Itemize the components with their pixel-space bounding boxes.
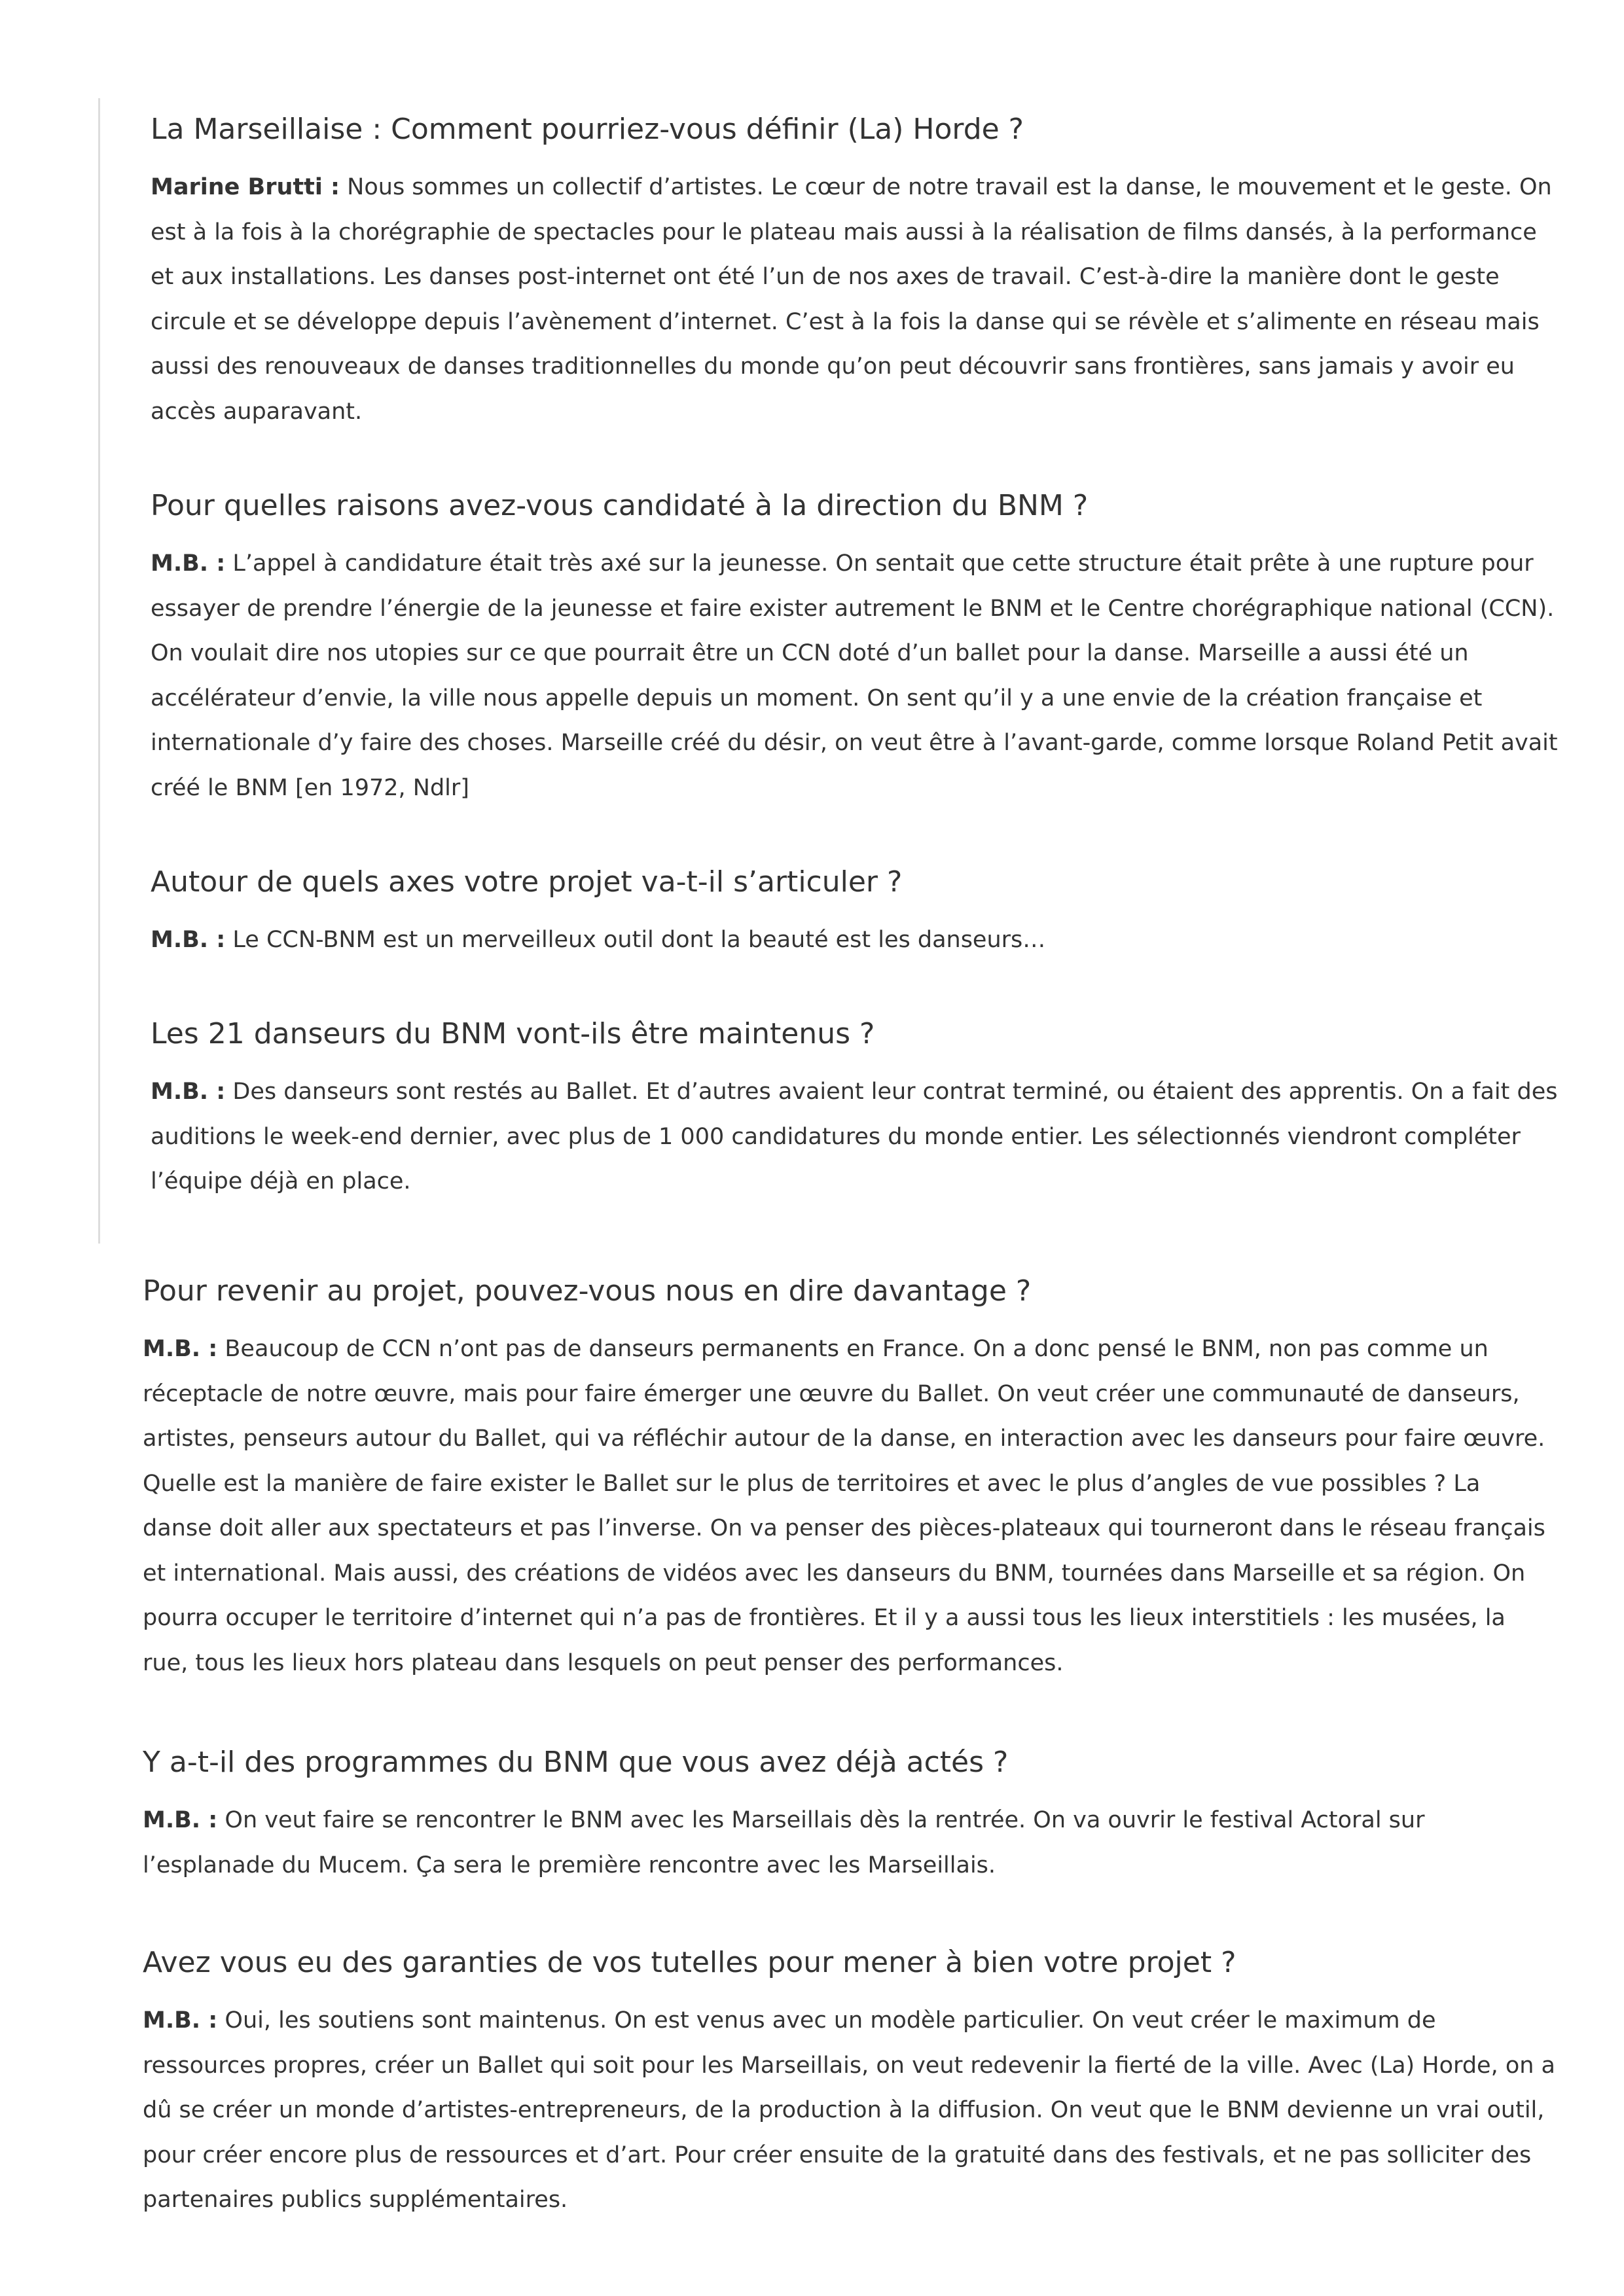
interview-section bbox=[151, 111, 1564, 434]
answer-text: Oui, les soutiens sont maintenus. On est venus avec un modèle particulier. On veut créer le maximum de ressources propres, créer un Ballet qui soit pour les Marseillais, on veut redevenir la fierté de la ville. Avec (La) Horde, on a dû se créer un monde d’artistes-entrepreneurs, de la production à la diffusion. On veut que le BNM devienne un vrai outil, pour créer encore plus de ressources et d’art. Pour créer ensuite de la gratuité dans des festivals, et ne pas solliciter des partenaires publics supplémentaires. bbox=[143, 2007, 1555, 2213]
speaker-label: M.B. : bbox=[143, 2007, 218, 2034]
interview-section bbox=[143, 1273, 1557, 1685]
question-heading: Y a-t-il des programmes du BNM que vous avez déjà actés ? bbox=[143, 1746, 1009, 1779]
interview-section bbox=[151, 864, 1564, 963]
answer-text: Le CCN-BNM est un merveilleux outil dont la beauté est les danseurs… bbox=[225, 927, 1046, 953]
interview-section bbox=[151, 488, 1564, 810]
speaker-label: Marine Brutti : bbox=[151, 174, 340, 200]
interview-section bbox=[143, 1744, 1557, 1888]
speaker-label: M.B. : bbox=[151, 550, 226, 577]
answer-paragraph bbox=[143, 1798, 1557, 1888]
speaker-label: M.B. : bbox=[143, 1336, 218, 1362]
speaker-label: M.B. : bbox=[143, 1807, 218, 1833]
answer-text: On veut faire se rencontrer le BNM avec les Marseillais dès la rentrée. On va ouvrir le festival Actoral sur l’esplanade du Mucem. Ça sera le première rencontre avec les Marseillais. bbox=[143, 1807, 1425, 1878]
answer-paragraph bbox=[143, 1327, 1557, 1685]
interview-section bbox=[143, 1945, 1557, 2223]
answer-paragraph bbox=[151, 165, 1564, 434]
interview-section bbox=[151, 1016, 1564, 1204]
question-heading: Les 21 danseurs du BNM vont-ils être maintenus ? bbox=[151, 1017, 875, 1050]
answer-paragraph bbox=[151, 918, 1564, 963]
speaker-label: M.B. : bbox=[151, 1079, 226, 1105]
speaker-label: M.B. : bbox=[151, 927, 226, 953]
question-heading: Avez vous eu des garanties de vos tutelles pour mener à bien votre projet ? bbox=[143, 1946, 1236, 1979]
question-heading: La Marseillaise : Comment pourriez-vous définir (La) Horde ? bbox=[151, 113, 1024, 146]
question-heading: Pour revenir au projet, pouvez-vous nous en dire davantage ? bbox=[143, 1274, 1032, 1308]
question-heading: Autour de quels axes votre projet va-t-il s’articuler ? bbox=[151, 865, 903, 899]
question-heading: Pour quelles raisons avez-vous candidaté à la direction du BNM ? bbox=[151, 489, 1089, 522]
answer-text: L’appel à candidature était très axé sur la jeunesse. On sentait que cette structure était prête à une rupture pour essayer de prendre l’énergie de la jeunesse et faire exister autrement le BNM et le Centre chorégraphique national (CCN). On voulait dire nos utopies sur ce que pourrait être un CCN doté d’un ballet pour la danse. Marseille a aussi été un accélérateur d’envie, la ville nous appelle depuis un moment. On sent qu’il y a une envie de la création française et internationale d’y faire des choses. Marseille créé du désir, on veut être à l’avant-garde, comme lorsque Roland Petit avait créé le BNM [en 1972, Ndlr] bbox=[151, 550, 1558, 801]
answer-text: Beaucoup de CCN n’ont pas de danseurs permanents en France. On a donc pensé le BNM, non pas comme un réceptacle de notre œuvre, mais pour faire émerger une œuvre du Ballet. On veut créer une communauté de danseurs, artistes, penseurs autour du Ballet, qui va réfléchir autour de la danse, en interaction avec les danseurs pour faire œuvre. Quelle est la manière de faire exister le Ballet sur le plus de territoires et avec le plus d’angles de vue possibles ? La danse doit aller aux spectateurs et pas l’inverse. On va penser des pièces-plateaux qui tourneront dans le réseau français et international. Mais aussi, des créations de vidéos avec les danseurs du BNM, tournées dans Marseille et sa région. On pourra occuper le territoire d’internet qui n’a pas de frontières. Et il y a aussi tous les lieux interstitiels : les musées, la rue, tous les lieux hors plateau dans lesquels on peut penser des performances. bbox=[143, 1336, 1545, 1676]
answer-text: Nous sommes un collectif d’artistes. Le cœur de notre travail est la danse, le mouvement et le geste. On est à la fois à la chorégraphie de spectacles pour le plateau mais aussi à la réalisation de films dansés, à la performance et aux installations. Les danses post-internet ont été l’un de nos axes de travail. C’est-à-dire la manière dont le geste circule et se développe depuis l’avènement d’internet. C’est à la fois la danse qui se révèle et s’alimente en réseau mais aussi des renouveaux de danses traditionnelles du monde qu’on peut découvrir sans frontières, sans jamais y avoir eu accès auparavant. bbox=[151, 174, 1552, 425]
answer-paragraph bbox=[151, 541, 1564, 810]
answer-paragraph bbox=[143, 1998, 1557, 2223]
answer-text: Des danseurs sont restés au Ballet. Et d’autres avaient leur contrat terminé, ou étaient des apprentis. On a fait des auditions le week-end dernier, avec plus de 1 000 candidatures du monde entier. Les sélectionnés viendront compléter l’équipe déjà en place. bbox=[151, 1079, 1558, 1194]
answer-paragraph bbox=[151, 1069, 1564, 1204]
